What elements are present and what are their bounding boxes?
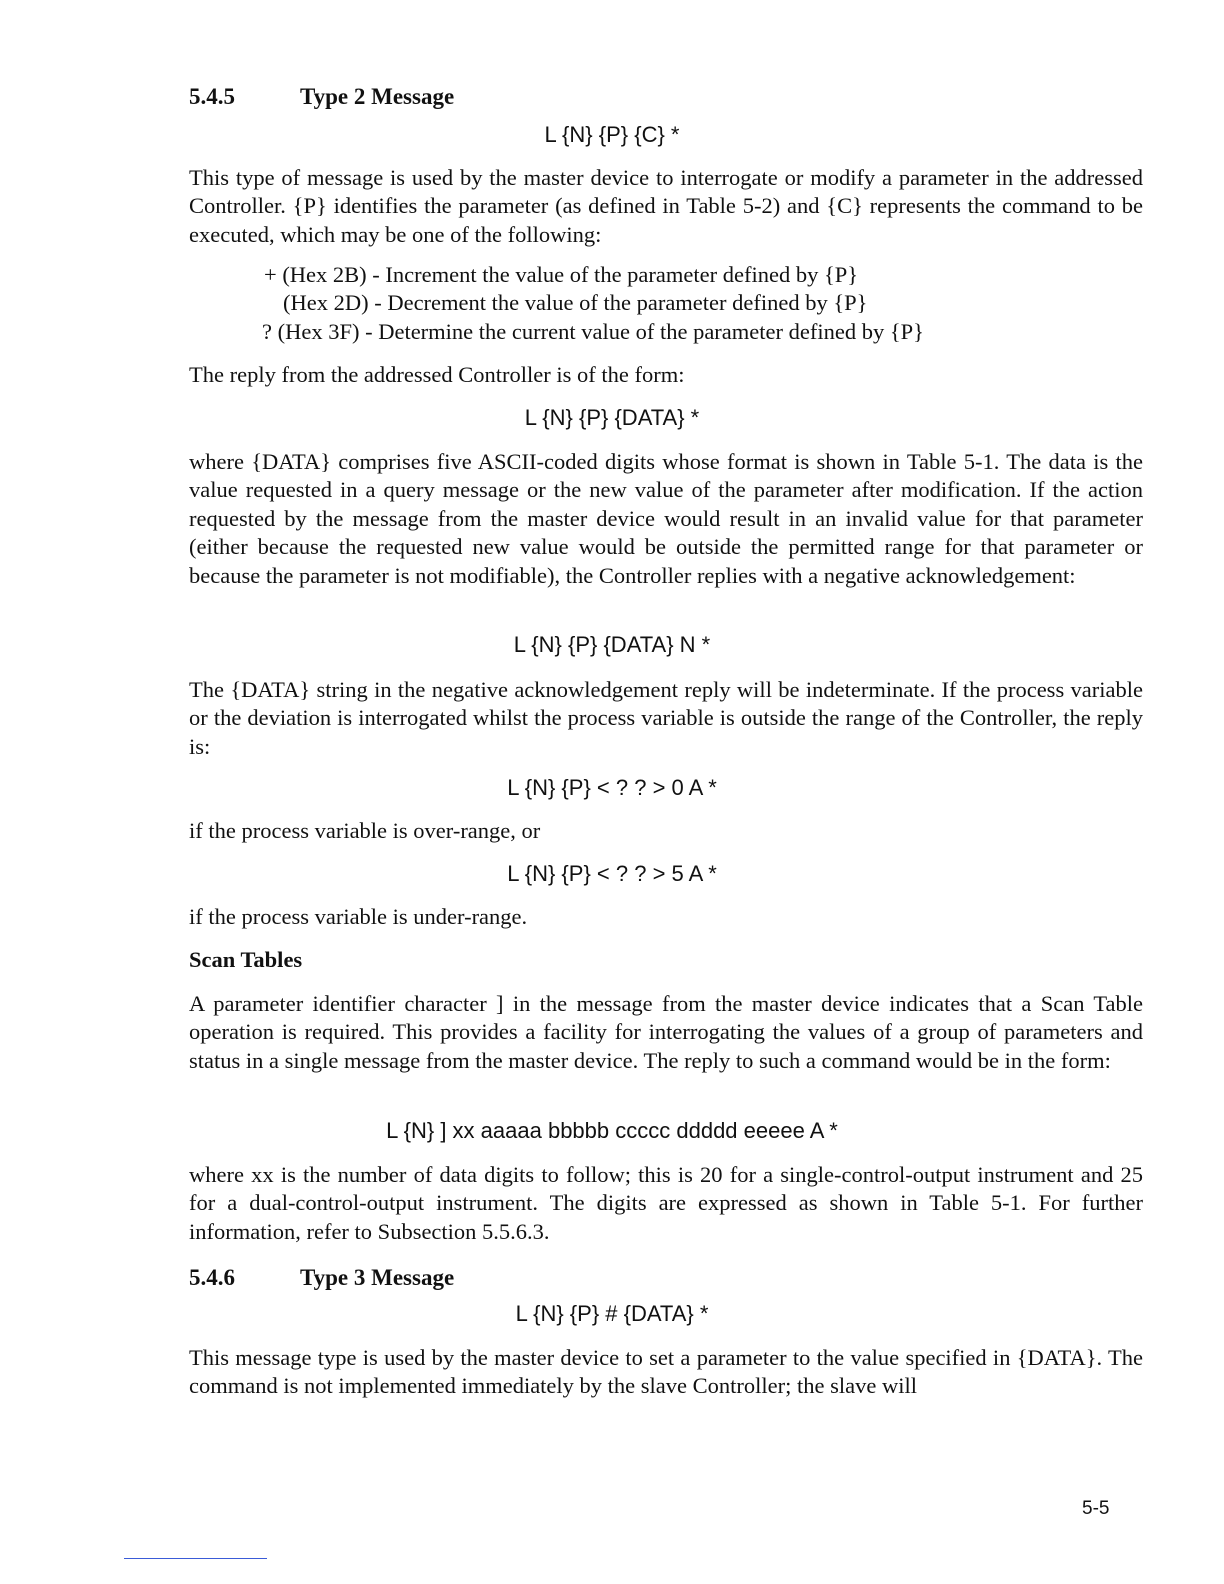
indeterminate-paragraph: The {DATA} string in the negative acknowledgement reply will be indeterminate. If the process variable or the deviation is interrogated whilst the process variable is outside the range of the Controller, the reply is: <box>189 677 1143 759</box>
section-title: Type 3 Message <box>300 1265 455 1290</box>
under-range-formula: L {N} {P} < ? ? > 5 A * <box>507 861 717 886</box>
section-title: Type 2 Message <box>300 84 455 109</box>
reply-formula: L {N} {P} {DATA} * <box>524 405 700 430</box>
command-decrement: (Hex 2D) - Decrement the value of the parameter defined by {P} <box>283 290 868 315</box>
nak-formula: L {N} {P} {DATA} N * <box>513 632 711 657</box>
over-range-formula: L {N} {P} < ? ? > 0 A * <box>507 775 717 800</box>
under-range-text: if the process variable is under-range. <box>189 904 528 929</box>
data-paragraph: where {DATA} comprises five ASCII-coded digits whose format is shown in Table 5-1. The data is the value requested in a query message or the new value of the parameter after modification. If the action requested by the message from the master device would result in an invalid value for that parameter (either because the requested new value would be outside the permitted range for that parameter or because the parameter is not modifiable), the Controller replies with a negative acknowledgement: <box>189 449 1143 588</box>
command-increment: + (Hex 2B) - Increment the value of the parameter defined by {P} <box>264 262 859 287</box>
type2-message-formula: L {N} {P} {C} * <box>544 122 680 147</box>
type3-message-formula: L {N} {P} # {DATA} * <box>515 1301 709 1326</box>
section-number: 5.4.6 <box>189 1265 235 1290</box>
page-number: 5-5 <box>1082 1498 1110 1519</box>
scan-table-explanation: where xx is the number of data digits to follow; this is 20 for a single-control-output instrument and 25 for a dual-control-output instrument. The digits are expressed as shown in Table 5-1. For further information, refer to Subsection 5.5.6.3. <box>189 1162 1143 1244</box>
scan-tables-paragraph: A parameter identifier character ] in the message from the master device indicates that a Scan Table operation is required. This provides a facility for interrogating the values of a group of parameters and status in a single message from the master device. The reply to such a command would be in the form: <box>189 991 1143 1073</box>
type3-paragraph: This message type is used by the master device to set a parameter to the value specified in {DATA}. The command is not implemented immediately by the slave Controller; the slave will <box>189 1345 1143 1399</box>
reply-intro: The reply from the addressed Controller is of the form: <box>189 362 685 387</box>
command-query: ? (Hex 3F) - Determine the current value of the parameter defined by {P} <box>262 319 924 344</box>
section-number: 5.4.5 <box>189 84 235 109</box>
scan-table-formula: L {N} ] xx aaaaa bbbbb ccccc ddddd eeeee A * <box>386 1118 838 1143</box>
scan-tables-heading: Scan Tables <box>189 947 303 972</box>
footer-rule <box>124 1558 267 1559</box>
over-range-text: if the process variable is over-range, or <box>189 818 541 843</box>
type2-intro-paragraph: This type of message is used by the master device to interrogate or modify a parameter in the addressed Controller. {P} identifies the parameter (as defined in Table 5-2) and {C} represents the command to be executed, which may be one of the following: <box>189 165 1143 247</box>
